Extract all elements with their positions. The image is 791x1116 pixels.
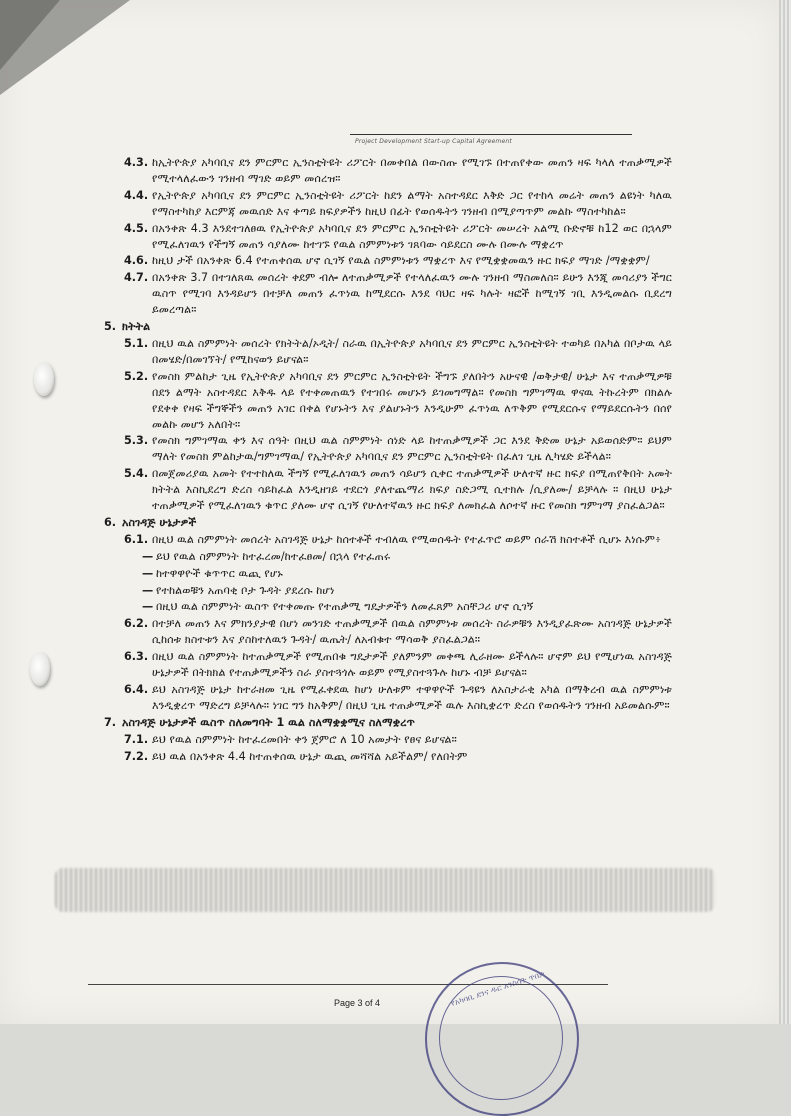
bullet-item bbox=[100, 549, 672, 565]
clause-text: በአንቀጽ 3.7 በተገለጸዉ መሰረት ቀደም ብሎ ለተጠቃሚዎች የተላለፈዉን ሙሉ ገንዘብ ማስመለስ። ይሁን እንጂ መሳሪያን ችግር ዉስጥ የሚገባ እንዳይሆን በተቻለ መጠን ፈጥነዉ ከሚደርሱ እንደ ባህር ዛፍ ካሉት ዛፎች ከሚገኝ ገቢ እንዲመልሱ ቢደረግ ይመረጣል። bbox=[152, 271, 672, 317]
bullet-text: ከተዋዋዮች ቁጥጥር ዉጪ የሆኑ bbox=[156, 566, 283, 580]
clause-7-1 bbox=[100, 732, 672, 748]
clause-number: 6.2. bbox=[124, 617, 149, 631]
clause-text: ከኢትዮጵያ አካባቢና ደን ምርምር ኢንስቲትዩት ሪፖርት በመቀበል በውስጡ የሚገኙ በተጠየቀው መጠን ዛፍ ካላለ ተጠቃሚዎች የሚተላለፈውን ገንዘብ ማገድ ወይም መሰረዝ። bbox=[152, 156, 672, 185]
clause-number: 5.2. bbox=[124, 369, 149, 383]
clause-4-6 bbox=[100, 253, 672, 269]
page-stack-edge bbox=[779, 0, 791, 1024]
clause-6-3 bbox=[100, 649, 672, 681]
page-number: Page 3 of 4 bbox=[334, 998, 381, 1008]
bullet-text: የተከልወቹን አጠባቂ ቦታ ጉዳት ያደረሱ ከሆነ bbox=[156, 583, 335, 597]
clause-number: 5.4. bbox=[124, 467, 149, 481]
dash-marker: — bbox=[142, 583, 154, 597]
folded-corner-shadow bbox=[0, 0, 60, 70]
clause-7-2 bbox=[100, 749, 672, 765]
clause-text: በዚህ ዉል ስምምነት መሰረት የክትትል/ኦዲት/ ስራዉ በኢትዮጵያ አካባቢና ደን ምርምር ኢንስቲትዩት ተወካይ በአካል በቦታዉ ላይ በመሄድ/በመገኘት/ የሚከናወን ይሆናል። bbox=[152, 336, 672, 366]
clause-5-3 bbox=[100, 433, 672, 465]
clause-5-4 bbox=[100, 466, 672, 514]
clause-number: 4.4. bbox=[124, 188, 149, 202]
dash-marker: — bbox=[142, 549, 154, 563]
section-number: 5. bbox=[104, 320, 117, 334]
clause-number: 6.3. bbox=[124, 650, 149, 664]
clause-text: በአንቀጽ 4.3 እንደተገለፀዉ የኢትዮጵያ አካባቢና ደን ምርምር ኢንስቲትዩት ሪፖርት መሠረት አልሚ ቡድኖቹ ከ12 ወር በኋላም የሚፈለገዉን የችግኝ መጠን ሳያለሙ ከተገኙ የዉል ስምምነቱን ገጸባው ሳይደርስ ሙሉ በሙሉ ማቋረጥ bbox=[152, 221, 672, 251]
clause-text: በዚህ ዉል ስምምነት ከተጠቃሚዎች የሚጠበቁ ግዴታዎች ያለምንም መቀጫ ሊራዘሙ ይችላሉ። ሆኖም ይህ የሚሆነዉ አስገዳጅ ሁኔታዎች በትክክል የተጠቃሚዎችን ስራ ያስተጓጎሉ ወይም የሚያስተጓጉሉ ከሆኑ ብቻ ይሆናል። bbox=[152, 650, 672, 680]
clause-number: 5.3. bbox=[124, 434, 149, 448]
clause-5-1 bbox=[100, 336, 672, 368]
header-rule bbox=[350, 134, 632, 135]
section-title: አስገዳጅ ሁኔታዎች bbox=[122, 515, 197, 529]
clause-text: በዚህ ዉል ስምምነት መሰረት አስገዳጅ ሁኔታ ከሰተቶች ተብለዉ የሚወሰዱት የተፈጥሮ ወይም ሰራሽ ክስተቶች ሲሆኑ እነሱም፥ bbox=[152, 532, 661, 546]
clause-number: 4.6. bbox=[124, 254, 149, 268]
clause-4-7 bbox=[100, 270, 672, 318]
clause-number: 5.1. bbox=[124, 336, 149, 350]
bullet-item bbox=[100, 599, 672, 615]
seal-inner-ring bbox=[439, 976, 563, 1100]
clause-number: 4.3. bbox=[124, 156, 149, 169]
punch-hole-bottom bbox=[30, 652, 50, 686]
section-6-heading bbox=[104, 515, 672, 531]
bullet-item bbox=[100, 566, 672, 582]
clause-number: 7.2. bbox=[124, 749, 149, 763]
clause-6-1 bbox=[100, 532, 672, 548]
document-body bbox=[100, 155, 672, 766]
section-5-heading bbox=[104, 319, 672, 335]
section-7-heading bbox=[104, 715, 672, 731]
clause-4-5 bbox=[100, 221, 672, 253]
clause-text: ይህ የዉል ስምምነት ከተፈረመበት ቀን ጀምሮ ለ 10 አመታት የፀና ይሆናል። bbox=[152, 732, 457, 746]
clause-text: ይህ አስገዳጅ ሁኔታ ከተራዘመ ጊዜ የሚፈቀደዉ ከሆነ ሁለቱም ተዋዋዮች ጉዳዩን ለአስታራቂ አካል በማቅረብ ዉል ስምምነቱ እንዲቋረጥ ማድረግ ይቻላሉ። ነገር ግን ከአቅም/ በዚህ ጊዜ ተጠቃሚዎች ዉሉ እስኪቋረጥ ድረስ የወሰዱትን ገንዘብ አይመልሱም። bbox=[152, 683, 672, 712]
section-title: ክትትል bbox=[122, 320, 151, 334]
section-number: 7. bbox=[104, 715, 117, 729]
clause-text: የመስክ ግምገማዉ ቀን እና ሰዓት በዚህ ዉል ስምምነት ሰነድ ላይ ከተጠቃሚዎች ጋር እንደ ቅድመ ሁኔታ አይወሰድም። ይህም ማለት የመስክ ምልከታዉ/ግምገማዉ/ የኢትዮጵያ አካባቢና ደን ምርምር ኢንስቲትዩት በፈለገ ጊዜ ሊካሄድ ይችላል። bbox=[152, 434, 672, 464]
bullet-text: ይህ የዉል ስምምነት ከተፈረመ/ከተፈፀመ/ በኋላ የተፈጠሩ bbox=[156, 549, 391, 563]
running-header: Project Development Start-up Capital Agreement bbox=[355, 138, 512, 145]
clause-4-3 bbox=[100, 155, 672, 187]
clause-4-4 bbox=[100, 188, 672, 220]
clause-number: 6.1. bbox=[124, 532, 149, 546]
clause-5-2 bbox=[100, 369, 672, 433]
clause-number: 7.1. bbox=[124, 732, 149, 746]
section-title: አስገዳጅ ሁኔታዎች ዉስጥ ስለመግባት 1 ዉል ስለማቋቋሚና ስለማቋረጥ bbox=[122, 715, 416, 729]
dash-marker: — bbox=[142, 600, 154, 614]
clause-number: 4.7. bbox=[124, 271, 149, 285]
clause-text: በተቻለ መጠን እና ምክንያታዊ በሆነ መንገድ ተጠቃሚዎች በዉል ስምምነቱ መሰረት ስራዎቹን እንዲያፈጽሙ አስገዳጅ ሁኔታዎች ሲከሰቱ ክስተቱን እና ያስከተለዉን ጉዳት/ ዉጤት/ ለአብቁተ ማሳወቅ ያስፈልጋል። bbox=[152, 617, 672, 647]
clause-number: 4.5. bbox=[124, 221, 149, 235]
clause-text: የመስክ ምልከታ ጊዜ የኢትዮጵያ አካባቢና ደን ምርምር ኢንስቲትዩት ችግኙ ያለበትን አሁናዊ /ወቅታዊ/ ሁኔታ እና ተጠቃሚዎቹ በደን ልማት አስተዳደር እቅዱ ላይ የተቀመጠዉን የተገበሩ መሆኑን ይገመግማል። የመስክ ግምገማዉ ዋናዉ ትኩረትም በክልሉ የደቀቀ የዛፍ ችግኞችን መጠን አገር በቀል የሆኑትን እና ያልሆኑትን እንዲሁም ፈጥነዉ ለጥቅም የሚደርሱና የማይደርሱትን በሰየ መልኩ መሆን አለበት። bbox=[152, 369, 672, 431]
bullet-text: በዚህ ዉል ስምምነት ዉስጥ የተቀመጡ የተጠቃሚ ግዴታዎችን ለመፈጸም አስቸጋሪ ሆኖ ሲገኝ bbox=[156, 600, 534, 614]
clause-text: ከዚህ ታች በአንቀጽ 6.4 የተጠቀሰዉ ሆኖ ሲገኝ የዉል ስምምነቱን ማቋረጥ እና የሚቋቋመዉን ዙር ክፍያ ማገድ /ማቋቋም/ bbox=[152, 254, 650, 268]
clause-number: 6.4. bbox=[124, 683, 149, 696]
bullet-item bbox=[100, 583, 672, 599]
clause-text: በመጀመሪያዉ አመት የተተከለዉ ችግኝ የሚፈለገዉን መጠን ሳይሆን ሲቀር ተጠቃሚዎች ሁለተኛ ዙር ክፍያ በሚጠየቅበት አመት ክትትል እስኪደረግ ድረስ ሳይከፈል እንዲዘገይ ተደርጎ ያለተጨማሪ ክፍያ ስድጋሚ ሲተክሉ /ሲያለሙ/ ይቻላሉ ። በዚህ ሁኔታ ተጠቃሚዎች የሚፈለገዉን ቁጥር ያለሙ ሆኖ ሲገኝ የሁለተኛዉን ዙር ክፍያ ለመክፈል ለሶተኛ ዙር የመስክ ግምገማ ያስፈልጋል። bbox=[152, 467, 672, 513]
clause-text: ይህ ዉል በአንቀጽ 4.4 ከተጠቀሰዉ ሁኔታ ዉጪ መሻሻል አይችልም/ የለበትም bbox=[152, 749, 468, 763]
clause-text: የኢትዮጵያ አካባቢና ደን ምርምር ኢንስቲትዩት ሪፖርት ከደን ልማት አስተዳደር እቅድ ጋር የተከላ መሬት መጠን ልዩነት ካለዉ የማስተካከያ እርምጃ መዉሰድ እና ቀጣይ ክፍያዎችን ከዚህ በፊት የወሰዱትን ገንዘብ በሚያጣጥም መልኩ ማስተካከል። bbox=[152, 188, 672, 218]
dash-marker: — bbox=[142, 566, 154, 580]
seal-text: የአካባቢ ደንና ዱር እንስሳት ጥበቃ bbox=[449, 969, 546, 1008]
section-number: 6. bbox=[104, 515, 117, 529]
punch-hole-top bbox=[34, 362, 54, 396]
clause-6-4 bbox=[100, 682, 672, 714]
clause-6-2 bbox=[100, 616, 672, 648]
official-seal bbox=[425, 962, 579, 1116]
